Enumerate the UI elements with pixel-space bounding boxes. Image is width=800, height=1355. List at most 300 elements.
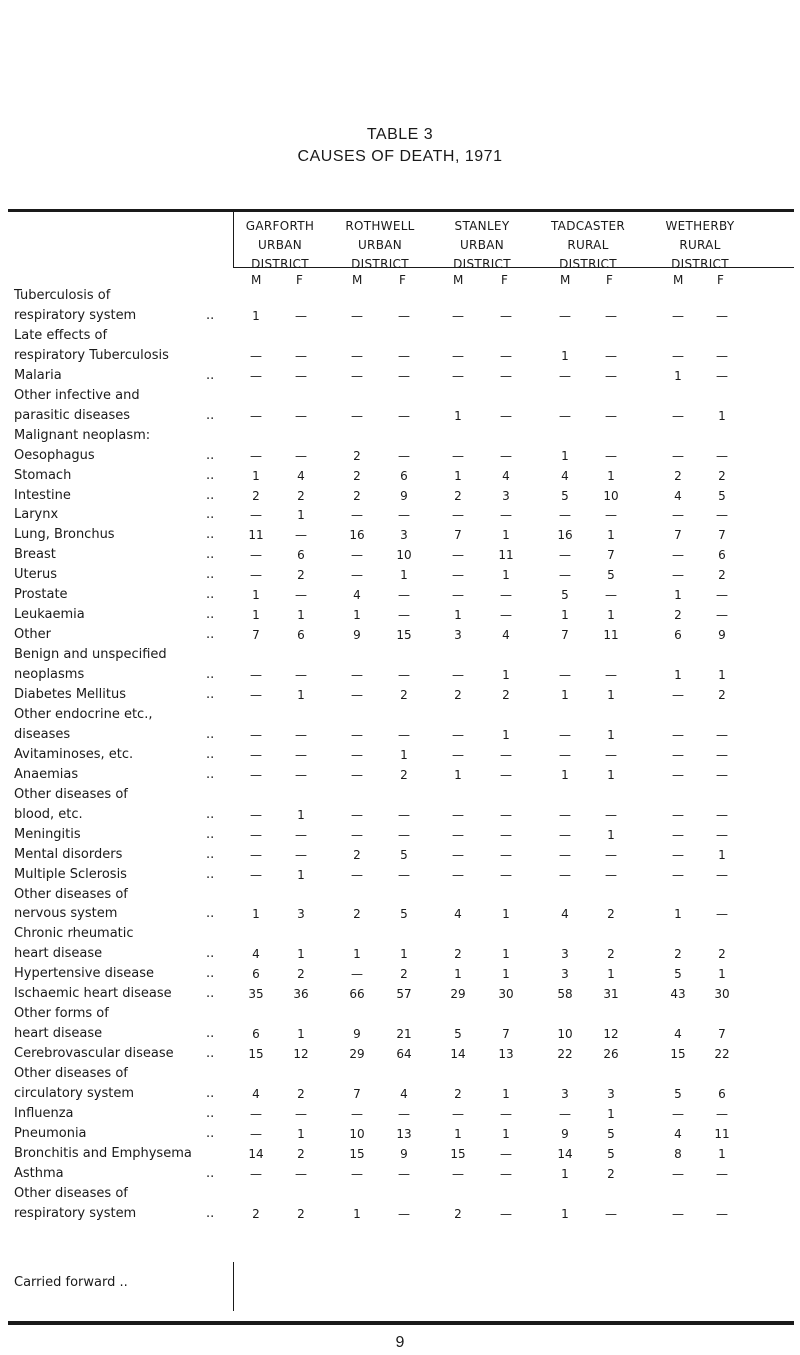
table-cell: 2: [353, 468, 361, 483]
bottom-rule: [8, 1321, 794, 1325]
table-cell: —: [250, 568, 262, 583]
table-cell: 10: [603, 488, 619, 503]
row-leader-dots: ..: [206, 507, 215, 523]
sex-header: M: [453, 273, 464, 287]
row-label: Tuberculosis of: [14, 288, 111, 303]
row-label: heart disease: [14, 946, 103, 962]
table-cell: —: [716, 508, 728, 523]
table-cell: 1: [561, 1206, 569, 1221]
table-cell: 1: [674, 588, 682, 603]
table-cell: 7: [718, 528, 726, 543]
table-cell: —: [398, 508, 410, 523]
table-cell: 1: [561, 348, 569, 363]
table-cell: 2: [454, 688, 462, 702]
table-cell: —: [605, 847, 617, 862]
table-cell: —: [605, 448, 617, 463]
table-cell: 4: [502, 628, 510, 643]
table-cell: 5: [561, 588, 569, 603]
table-cell: 1: [718, 408, 726, 423]
table-cell: —: [716, 1206, 728, 1221]
row-label: Larynx: [14, 507, 59, 523]
table-cell: —: [559, 807, 571, 822]
table-cell: 5: [454, 1027, 462, 1042]
table-cell: 1: [502, 907, 510, 922]
row-leader-dots: ..: [206, 467, 215, 483]
table-cell: —: [672, 827, 684, 842]
table-cell: 1: [252, 468, 260, 483]
row-leader-dots: ..: [206, 367, 215, 383]
table-cell: 1: [502, 947, 510, 962]
table-cell: 1: [718, 847, 726, 862]
row-leader-dots: ..: [206, 447, 215, 463]
table-cell: —: [605, 348, 617, 363]
row-label: Breast: [14, 547, 56, 563]
table-cell: 5: [607, 1126, 615, 1141]
table-cell: 5: [561, 488, 569, 503]
table-cell: —: [351, 1166, 363, 1181]
table-cell: —: [351, 508, 363, 523]
table-cell: —: [398, 827, 410, 842]
row-label: neoplasms: [14, 667, 85, 683]
table-cell: —: [452, 867, 464, 882]
table-cell: 1: [252, 308, 260, 323]
table-cell: 3: [607, 1087, 615, 1101]
table-cell: —: [295, 308, 307, 323]
table-cell: 3: [561, 967, 569, 982]
table-cell: —: [559, 747, 571, 762]
table-cell: —: [672, 688, 684, 702]
table-cell: —: [672, 767, 684, 782]
sex-header: M: [352, 273, 363, 287]
footer-divider: [233, 1262, 234, 1311]
table-cell: —: [398, 867, 410, 882]
table-cell: 1: [718, 967, 726, 982]
row-label: Oesophagus: [14, 447, 95, 463]
table-cell: 16: [349, 528, 365, 543]
table-cell: 1: [607, 608, 615, 623]
row-leader-dots: ..: [206, 866, 215, 882]
row-leader-dots: ..: [206, 607, 215, 623]
table-cell: 35: [248, 987, 264, 1002]
table-cell: —: [295, 408, 307, 423]
table-cell: 12: [603, 1027, 619, 1042]
table-cell: —: [452, 668, 464, 683]
table-cell: 2: [297, 568, 305, 583]
sex-header: M: [673, 273, 684, 287]
table-cell: 3: [297, 907, 305, 922]
district-header-line: ROTHWELL: [345, 219, 415, 233]
table-cell: —: [250, 807, 262, 822]
table-cell: 1: [561, 767, 569, 782]
table-cell: 66: [349, 987, 365, 1002]
row-leader-dots: ..: [206, 1026, 215, 1042]
table-cell: 4: [252, 1087, 260, 1101]
table-cell: —: [716, 588, 728, 603]
table-cell: 64: [396, 1047, 412, 1062]
row-label: Benign and unspecified: [14, 647, 167, 663]
table-cell: —: [716, 767, 728, 782]
table-cell: —: [295, 588, 307, 603]
table-cell: —: [605, 668, 617, 683]
table-cell: 9: [353, 1027, 361, 1042]
table-cell: —: [559, 727, 571, 742]
table-cell: —: [398, 588, 410, 603]
district-header-line: DISTRICT: [671, 257, 729, 271]
table-cell: 26: [603, 1047, 619, 1062]
table-cell: —: [672, 448, 684, 463]
table-cell: —: [672, 508, 684, 523]
table-cell: 1: [400, 747, 408, 762]
table-cell: 1: [454, 408, 462, 423]
table-cell: 1: [607, 967, 615, 982]
district-header-line: TADCASTER: [550, 219, 625, 233]
table-cell: 1: [454, 1126, 462, 1141]
table-cell: 4: [561, 907, 569, 922]
table-cell: —: [605, 368, 617, 383]
table-cell: —: [716, 807, 728, 822]
table-cell: —: [559, 408, 571, 423]
table-cell: —: [398, 727, 410, 742]
table-cell: —: [605, 308, 617, 323]
table-cell: 1: [607, 767, 615, 782]
table-cell: —: [605, 508, 617, 523]
district-header-line: DISTRICT: [559, 257, 617, 271]
table-cell: 2: [353, 907, 361, 922]
table-cell: —: [452, 308, 464, 323]
row-label: Ischaemic heart disease: [14, 986, 172, 1002]
table-cell: 14: [450, 1047, 466, 1062]
table-cell: 15: [248, 1047, 264, 1062]
table-cell: —: [250, 668, 262, 683]
table-cell: 6: [252, 967, 260, 982]
table-cell: 3: [454, 628, 462, 643]
row-label: circulatory system: [14, 1086, 135, 1101]
table-cell: 2: [252, 1206, 260, 1221]
table-cell: 2: [297, 1146, 305, 1161]
table-cell: 1: [607, 827, 615, 842]
table-cell: 1: [502, 668, 510, 683]
row-label: heart disease: [14, 1026, 103, 1042]
row-label: Anaemias: [14, 766, 79, 782]
table-cell: 2: [454, 488, 462, 503]
table-cell: —: [559, 548, 571, 563]
district-header-line: GARFORTH: [245, 219, 315, 233]
table-cell: 6: [718, 548, 726, 563]
row-leader-dots: ..: [206, 1086, 215, 1101]
row-label: Other infective and: [14, 387, 140, 403]
table-cell: —: [295, 348, 307, 363]
row-leader-dots: ..: [206, 567, 215, 583]
row-label: nervous system: [14, 906, 118, 922]
table-cell: 1: [502, 528, 510, 543]
top-rule: [8, 209, 794, 212]
table-cell: —: [500, 1106, 512, 1121]
table-cell: —: [398, 1206, 410, 1221]
district-header-line: RURAL: [679, 238, 721, 252]
table-cell: 1: [674, 668, 682, 683]
table-cell: 4: [674, 488, 682, 503]
table-cell: —: [452, 727, 464, 742]
table-cell: —: [605, 807, 617, 822]
table-cell: —: [672, 747, 684, 762]
table-cell: —: [500, 608, 512, 623]
table-cell: —: [452, 548, 464, 563]
table-cell: 1: [400, 568, 408, 583]
sex-header: F: [717, 273, 724, 287]
row-leader-dots: ..: [206, 846, 215, 862]
sex-header: F: [399, 273, 406, 287]
table-cell: 10: [349, 1126, 365, 1141]
table-cell: 1: [297, 1126, 305, 1141]
table-cell: 57: [396, 987, 412, 1002]
table-cell: —: [351, 548, 363, 563]
table-cell: 1: [297, 867, 305, 882]
table-cell: —: [672, 348, 684, 363]
row-label: parasitic diseases: [14, 407, 131, 423]
table-cell: 1: [607, 688, 615, 702]
table-cell: 1: [718, 1146, 726, 1161]
district-header-line: WETHERBY: [665, 219, 735, 233]
row-label: Malaria: [14, 367, 62, 383]
table-cell: 1: [502, 967, 510, 982]
table-cell: —: [500, 767, 512, 782]
table-cell: 4: [674, 1126, 682, 1141]
table-cell: —: [398, 368, 410, 383]
table-cell: —: [398, 668, 410, 683]
table-cell: 10: [396, 548, 412, 563]
table-cell: 2: [252, 488, 260, 503]
table-cell: 7: [674, 528, 682, 543]
sex-header: F: [501, 273, 508, 287]
table-cell: 2: [353, 488, 361, 503]
table-cell: —: [250, 348, 262, 363]
table-cell: 4: [561, 468, 569, 483]
table-cell: 2: [607, 947, 615, 962]
table-cell: 1: [353, 947, 361, 962]
table-cell: 7: [502, 1027, 510, 1042]
row-leader-dots: ..: [206, 527, 215, 543]
row-label: Lung, Bronchus: [14, 527, 115, 543]
row-leader-dots: ..: [206, 487, 215, 503]
row-label: Leukaemia: [14, 607, 85, 623]
table-cell: 1: [607, 727, 615, 742]
table-cell: —: [452, 348, 464, 363]
table-cell: —: [351, 867, 363, 882]
row-leader-dots: ..: [206, 1046, 215, 1062]
table-cell: —: [500, 508, 512, 523]
table-cell: —: [295, 528, 307, 543]
table-cell: 1: [561, 1166, 569, 1181]
table-cell: —: [500, 1206, 512, 1221]
table-cell: 1: [502, 1126, 510, 1141]
table-cell: 3: [400, 528, 408, 543]
table-cell: 7: [252, 628, 260, 643]
table-cell: —: [295, 1106, 307, 1121]
table-cell: —: [295, 448, 307, 463]
table-cell: 6: [297, 548, 305, 563]
table-cell: 1: [297, 508, 305, 523]
table-cell: —: [351, 807, 363, 822]
table-cell: 5: [400, 907, 408, 922]
table-cell: 11: [714, 1126, 730, 1141]
table-cell: 9: [718, 628, 726, 643]
table-cell: —: [716, 368, 728, 383]
table-cell: 2: [718, 468, 726, 483]
table-cell: —: [500, 448, 512, 463]
table-cell: 2: [353, 847, 361, 862]
table-cell: —: [500, 348, 512, 363]
row-leader-dots: ..: [206, 1165, 215, 1181]
table-cell: 4: [454, 907, 462, 922]
table-cell: 4: [502, 468, 510, 483]
table-cell: 2: [400, 688, 408, 702]
table-cell: 2: [454, 1206, 462, 1221]
row-label: Other diseases of: [14, 1185, 128, 1201]
table-cell: 13: [396, 1126, 412, 1141]
table-cell: —: [452, 508, 464, 523]
row-leader-dots: ..: [206, 826, 215, 842]
table-cell: 1: [502, 727, 510, 742]
row-label: Avitaminoses, etc.: [14, 746, 134, 762]
row-leader-dots: ..: [206, 627, 215, 643]
table-cell: 1: [607, 1106, 615, 1121]
table-cell: —: [295, 767, 307, 782]
row-label: Mental disorders: [14, 846, 123, 862]
table-cell: 7: [353, 1087, 361, 1101]
table-cell: 31: [603, 987, 619, 1002]
table-cell: 2: [297, 488, 305, 503]
table-cell: 2: [607, 1166, 615, 1181]
table-cell: 11: [248, 528, 264, 543]
table-cell: 5: [400, 847, 408, 862]
table-cell: 30: [498, 987, 514, 1002]
row-leader-dots: ..: [206, 806, 215, 822]
district-header-line: URBAN: [257, 238, 303, 252]
row-leader-dots: ..: [206, 1125, 215, 1141]
district-header-line: URBAN: [357, 238, 403, 252]
row-label: respiratory Tuberculosis: [14, 347, 169, 363]
row-label: Other diseases of: [14, 1066, 128, 1082]
table-cell: —: [605, 867, 617, 882]
table-cell: 2: [454, 1087, 462, 1101]
table-cell: 4: [674, 1027, 682, 1042]
table-cell: 1: [454, 967, 462, 982]
row-label: Prostate: [14, 587, 68, 603]
table-cell: —: [672, 1106, 684, 1121]
table-cell: —: [452, 1106, 464, 1121]
table-cell: —: [605, 408, 617, 423]
table-cell: 29: [349, 1047, 365, 1062]
row-leader-dots: ..: [206, 307, 215, 323]
district-header: [225, 217, 335, 274]
table-cell: 43: [670, 987, 686, 1002]
table-cell: 4: [252, 947, 260, 962]
table-cell: —: [672, 1206, 684, 1221]
row-label: Malignant neoplasm:: [14, 427, 151, 443]
table-cell: —: [452, 368, 464, 383]
table-cell: 4: [400, 1087, 408, 1101]
table-cell: —: [672, 408, 684, 423]
table-cell: —: [452, 568, 464, 583]
table-cell: 16: [557, 528, 573, 543]
row-label: Chronic rheumatic: [14, 926, 134, 942]
table-cell: —: [500, 847, 512, 862]
table-cell: —: [500, 747, 512, 762]
table-cell: 14: [557, 1146, 573, 1161]
table-cell: —: [250, 368, 262, 383]
table-title: TABLE 3: [366, 126, 434, 143]
row-leader-dots: ..: [206, 966, 215, 982]
table-cell: —: [672, 807, 684, 822]
table-cell: 7: [561, 628, 569, 643]
row-label: respiratory system: [14, 307, 137, 323]
table-cell: —: [559, 368, 571, 383]
table-cell: 2: [454, 947, 462, 962]
table-cell: 7: [718, 1027, 726, 1042]
table-cell: —: [672, 568, 684, 583]
table-cell: 2: [400, 767, 408, 782]
table-cell: —: [250, 548, 262, 563]
table-cell: —: [716, 747, 728, 762]
sex-header: F: [606, 273, 613, 287]
table-cell: —: [295, 1166, 307, 1181]
table-cell: 1: [297, 688, 305, 702]
district-header-line: RURAL: [567, 238, 609, 252]
page-number: 9: [395, 1334, 405, 1351]
row-label: Uterus: [14, 567, 57, 583]
table-cell: —: [452, 807, 464, 822]
table-cell: —: [500, 308, 512, 323]
table-cell: —: [250, 847, 262, 862]
table-cell: —: [351, 967, 363, 982]
table-cell: —: [250, 508, 262, 523]
table-cell: —: [398, 348, 410, 363]
table-cell: 15: [670, 1047, 686, 1062]
table-cell: —: [250, 688, 262, 702]
table-cell: —: [295, 727, 307, 742]
table-cell: 2: [297, 1206, 305, 1221]
table-cell: 4: [297, 468, 305, 483]
row-label: Other diseases of: [14, 786, 128, 802]
table-cell: 2: [607, 907, 615, 922]
table-cell: —: [716, 1106, 728, 1121]
table-cell: —: [452, 847, 464, 862]
table-cell: 2: [674, 608, 682, 623]
district-header: [325, 217, 435, 274]
table-cell: —: [716, 348, 728, 363]
table-cell: 1: [353, 608, 361, 623]
table-cell: 2: [718, 568, 726, 583]
table-cell: 2: [718, 947, 726, 962]
table-cell: 3: [561, 947, 569, 962]
table-cell: —: [672, 308, 684, 323]
table-cell: —: [500, 588, 512, 603]
table-cell: —: [605, 747, 617, 762]
table-cell: —: [398, 408, 410, 423]
table-cell: 11: [498, 548, 514, 563]
table-cell: —: [295, 827, 307, 842]
row-leader-dots: ..: [206, 547, 215, 563]
table-cell: 6: [400, 468, 408, 483]
table-cell: —: [672, 1166, 684, 1181]
table-cell: 2: [502, 688, 510, 702]
table-cell: —: [500, 807, 512, 822]
table-cell: 12: [293, 1047, 309, 1062]
table-cell: 11: [603, 628, 619, 643]
row-label: Other: [14, 627, 51, 643]
row-label: Multiple Sclerosis: [14, 866, 127, 882]
table-cell: —: [559, 568, 571, 583]
